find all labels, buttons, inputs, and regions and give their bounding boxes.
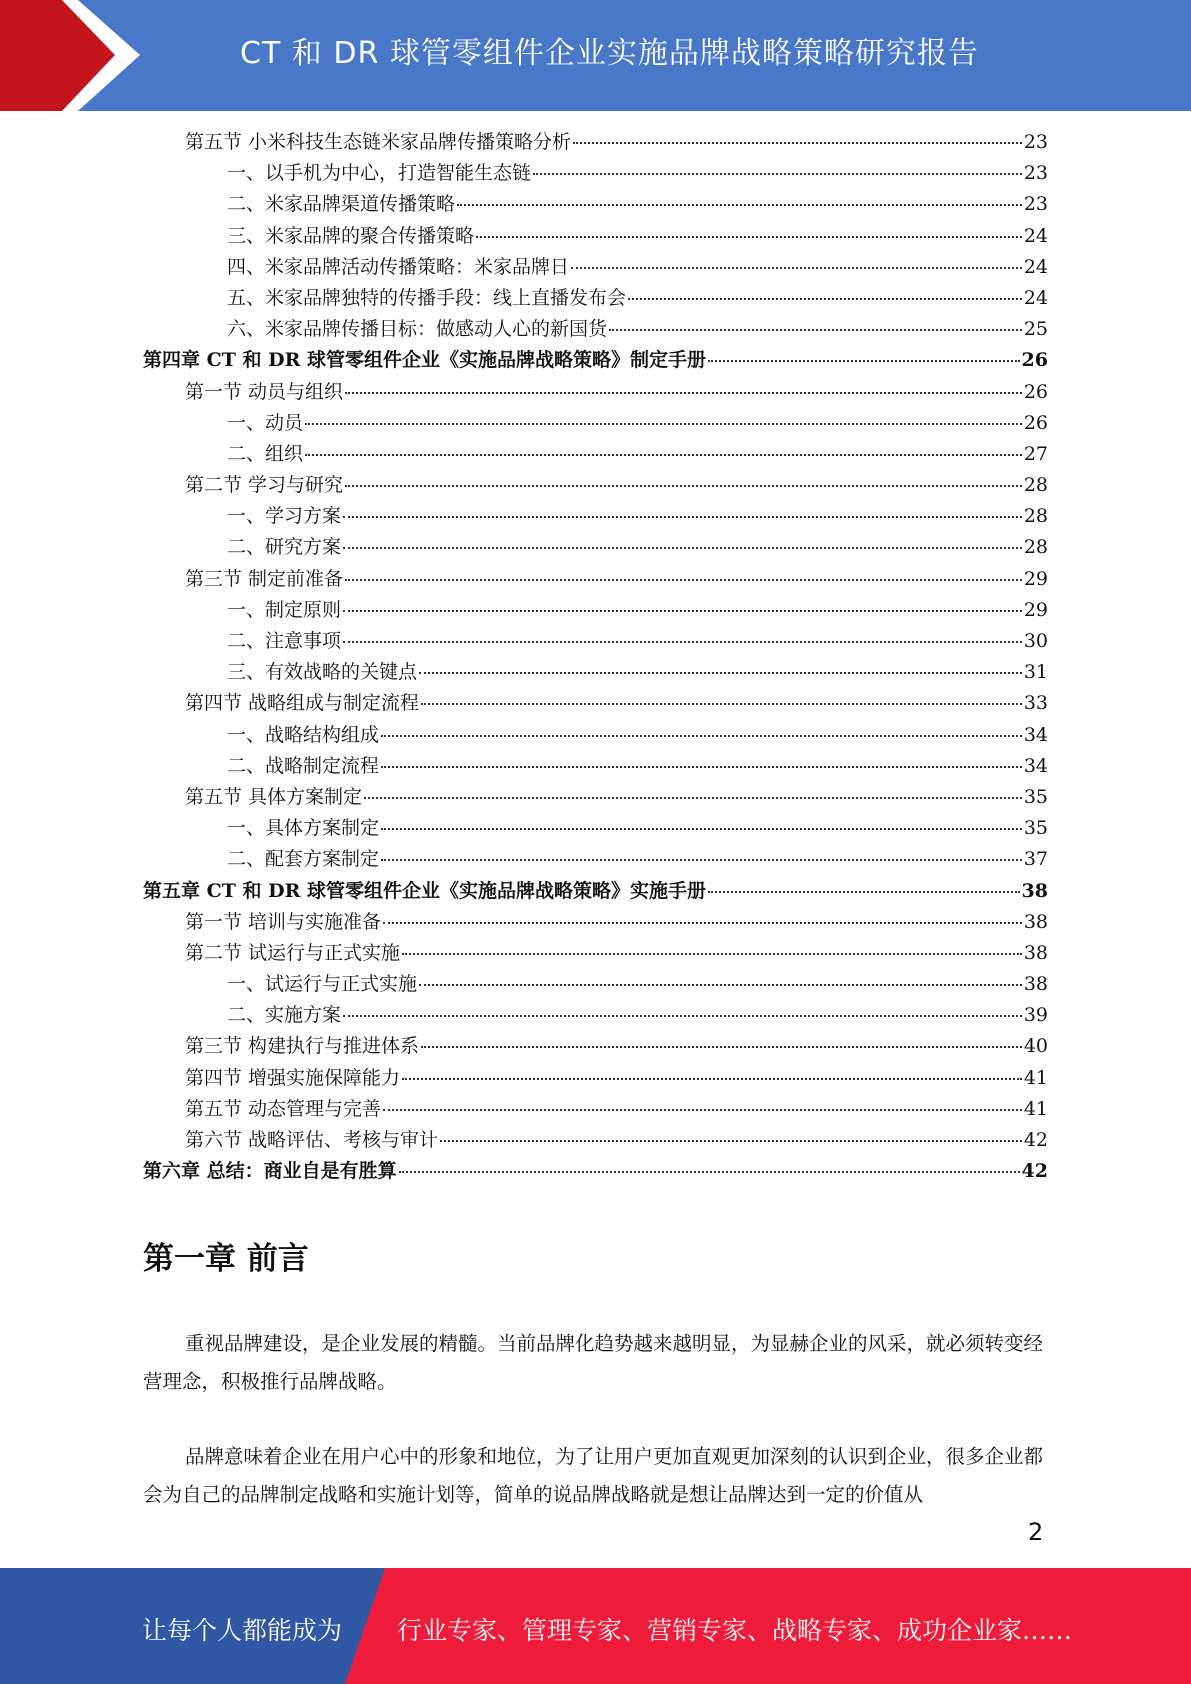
toc-chapter-entry xyxy=(143,1156,1048,1187)
toc-dot-leader xyxy=(609,329,1022,331)
header-arrow-decoration xyxy=(0,0,160,111)
toc-entry-page: 40 xyxy=(1023,1035,1048,1058)
toc-entry-label: 第三节 制定前准备 xyxy=(185,567,344,590)
toc-entry xyxy=(143,1000,1048,1031)
toc-entry-label: 二、实施方案 xyxy=(227,1004,342,1027)
toc-entry-page: 26 xyxy=(1023,411,1048,434)
toc-entry xyxy=(143,657,1048,688)
toc-dot-leader xyxy=(343,1015,1022,1017)
toc-entry-label: 二、配套方案制定 xyxy=(227,848,380,871)
toc-entry-label: 第五节 动态管理与完善 xyxy=(185,1097,382,1120)
toc-entry xyxy=(143,283,1048,314)
toc-entry-page: 37 xyxy=(1023,848,1048,871)
toc-entry-label: 第一节 动员与组织 xyxy=(185,380,344,403)
toc-entry-page: 27 xyxy=(1023,442,1048,465)
toc-entry-page: 42 xyxy=(1021,1160,1048,1183)
toc-entry-page: 28 xyxy=(1023,474,1048,497)
toc-entry xyxy=(143,688,1048,719)
toc-entry xyxy=(143,377,1048,408)
toc-entry-label: 第四节 增强实施保障能力 xyxy=(185,1066,401,1089)
toc-entry-label: 第五章 CT 和 DR 球管零组件企业《实施品牌战略策略》实施手册 xyxy=(143,879,706,902)
body-paragraph-2: 品牌意味着企业在用户心中的形象和地位，为了让用户更加直观更加深刻的认识到企业，很多企业都会为自己的品牌制定战略和实施计划等，简单的说品牌战略就是想让品牌达到一定的价值从 xyxy=(143,1445,1044,1506)
toc-dot-leader xyxy=(708,360,1020,362)
toc-entry-page: 33 xyxy=(1023,692,1048,715)
toc-entry-label: 第四节 战略组成与制定流程 xyxy=(185,692,420,715)
toc-entry-page: 41 xyxy=(1023,1066,1048,1089)
toc-entry-page: 42 xyxy=(1023,1129,1048,1151)
toc-entry-label: 第二节 试运行与正式实施 xyxy=(185,941,401,964)
toc-entry-page: 24 xyxy=(1023,255,1048,278)
toc-entry-page: 26 xyxy=(1021,349,1048,372)
toc-entry-label: 第四章 CT 和 DR 球管零组件企业《实施品牌战略策略》制定手册 xyxy=(143,349,706,372)
toc-entry-label: 一、以手机为中心，打造智能生态链 xyxy=(227,162,532,185)
toc-entry xyxy=(143,751,1048,782)
toc-entry-page: 35 xyxy=(1023,785,1048,808)
toc-entry-page: 41 xyxy=(1023,1097,1048,1120)
toc-entry-label: 第一节 培训与实施准备 xyxy=(185,910,382,933)
toc-entry-page: 25 xyxy=(1023,318,1048,341)
toc-entry-label: 六、米家品牌传播目标：做感动人心的新国货 xyxy=(227,318,608,341)
toc-entry xyxy=(143,969,1048,1000)
toc-entry-page: 38 xyxy=(1023,910,1048,933)
toc-entry xyxy=(143,938,1048,969)
toc-entry-page: 38 xyxy=(1023,973,1048,996)
header-band xyxy=(0,0,1191,111)
toc-entry xyxy=(143,626,1048,657)
toc-entry-label: 一、具体方案制定 xyxy=(227,817,380,840)
page-number: 2 xyxy=(1028,1518,1044,1546)
toc-dot-leader xyxy=(343,641,1022,643)
toc-entry-page: 35 xyxy=(1023,817,1048,840)
toc-entry-label: 二、米家品牌渠道传播策略 xyxy=(227,193,456,216)
toc-dot-leader xyxy=(383,922,1022,924)
toc-dot-leader xyxy=(571,267,1022,269)
toc-entry-label: 第三节 构建执行与推进体系 xyxy=(185,1035,420,1058)
toc-dot-leader xyxy=(708,891,1020,893)
toc-entry-page: 26 xyxy=(1023,380,1048,403)
toc-entry xyxy=(143,1125,1048,1156)
toc-entry-label: 二、研究方案 xyxy=(227,536,342,559)
toc-dot-leader xyxy=(421,703,1022,705)
toc-entry xyxy=(143,595,1048,626)
toc-dot-leader xyxy=(345,579,1022,581)
toc-entry-label: 一、试运行与正式实施 xyxy=(227,973,418,996)
toc-entry-label: 一、战略结构组成 xyxy=(227,723,380,746)
toc-entry-page: 24 xyxy=(1023,224,1048,247)
toc-entry xyxy=(143,127,1048,158)
toc-entry-label: 二、组织 xyxy=(227,442,304,465)
toc-dot-leader xyxy=(440,1140,1022,1142)
toc-dot-leader xyxy=(399,1171,1020,1173)
toc-entry-label: 三、有效战略的关键点 xyxy=(227,661,418,684)
table-of-contents xyxy=(143,127,1048,1187)
toc-entry-page: 28 xyxy=(1023,505,1048,528)
toc-dot-leader xyxy=(381,735,1022,737)
toc-dot-leader xyxy=(419,984,1022,986)
toc-dot-leader xyxy=(402,1078,1022,1080)
toc-entry xyxy=(143,1063,1048,1094)
toc-entry xyxy=(143,439,1048,470)
footer-slogan-left: 让每个人都能成为 xyxy=(142,1616,343,1645)
toc-entry-page: 29 xyxy=(1023,567,1048,590)
toc-entry xyxy=(143,1031,1048,1062)
toc-entry xyxy=(143,470,1048,501)
toc-entry-page: 34 xyxy=(1023,754,1048,777)
toc-dot-leader xyxy=(628,298,1022,300)
toc-entry xyxy=(143,782,1048,813)
chapter-heading: 第一章 前言 xyxy=(143,1241,309,1277)
toc-dot-leader xyxy=(533,173,1022,175)
body-paragraph-1: 重视品牌建设，是企业发展的精髓。当前品牌化趋势越来越明显，为显赫企业的风采，就必须转变经营理念，积极推行品牌战略。 xyxy=(143,1332,1044,1393)
toc-dot-leader xyxy=(381,859,1022,861)
toc-entry-label: 一、学习方案 xyxy=(227,505,342,528)
toc-dot-leader xyxy=(345,485,1022,487)
toc-dot-leader xyxy=(343,610,1022,612)
toc-entry-page: 23 xyxy=(1023,162,1048,185)
toc-entry xyxy=(143,221,1048,252)
toc-entry-page: 39 xyxy=(1023,1004,1048,1027)
toc-entry-label: 一、制定原则 xyxy=(227,598,342,621)
toc-entry xyxy=(143,564,1048,595)
toc-entry xyxy=(143,532,1048,563)
toc-entry-label: 二、注意事项 xyxy=(227,630,342,652)
toc-entry xyxy=(143,813,1048,844)
toc-dot-leader xyxy=(305,454,1022,456)
toc-entry-label: 第五节 具体方案制定 xyxy=(185,785,363,808)
toc-entry-page: 30 xyxy=(1023,630,1048,652)
toc-entry-page: 24 xyxy=(1023,286,1048,309)
toc-entry-page: 34 xyxy=(1023,723,1048,746)
toc-chapter-entry xyxy=(143,876,1048,907)
toc-entry-page: 28 xyxy=(1023,536,1048,559)
toc-dot-leader xyxy=(419,672,1022,674)
toc-dot-leader xyxy=(345,392,1022,394)
toc-entry xyxy=(143,408,1048,439)
toc-entry xyxy=(143,844,1048,875)
toc-entry-page: 38 xyxy=(1021,879,1048,902)
toc-entry xyxy=(143,1094,1048,1125)
report-title: CT 和 DR 球管零组件企业实施品牌战略策略研究报告 xyxy=(240,36,979,71)
toc-entry xyxy=(143,907,1048,938)
toc-entry xyxy=(143,314,1048,345)
toc-entry xyxy=(143,720,1048,751)
footer-slogan-right: 行业专家、管理专家、营销专家、战略专家、成功企业家…… xyxy=(397,1616,1073,1645)
toc-chapter-entry xyxy=(143,345,1048,376)
toc-entry-page: 29 xyxy=(1023,598,1048,621)
toc-entry xyxy=(143,501,1048,532)
toc-entry-label: 第六节 战略评估、考核与审计 xyxy=(185,1129,439,1151)
toc-entry-label: 五、米家品牌独特的传播手段：线上直播发布会 xyxy=(227,286,627,309)
toc-dot-leader xyxy=(381,828,1022,830)
toc-entry-label: 四、米家品牌活动传播策略：米家品牌日 xyxy=(227,255,570,278)
toc-entry-label: 第五节 小米科技生态链米家品牌传播策略分析 xyxy=(185,131,572,153)
toc-dot-leader xyxy=(476,236,1022,238)
toc-entry-label: 一、动员 xyxy=(227,411,304,434)
toc-dot-leader xyxy=(457,204,1022,206)
toc-dot-leader xyxy=(402,953,1022,955)
toc-entry-page: 38 xyxy=(1023,941,1048,964)
toc-entry-label: 第二节 学习与研究 xyxy=(185,474,344,497)
toc-entry-label: 第六章 总结：商业自是有胜算 xyxy=(143,1160,397,1183)
toc-dot-leader xyxy=(305,423,1022,425)
toc-dot-leader xyxy=(421,1046,1022,1048)
toc-entry-label: 二、战略制定流程 xyxy=(227,754,380,777)
toc-entry-page: 23 xyxy=(1023,193,1048,216)
toc-entry xyxy=(143,189,1048,220)
toc-entry-page: 31 xyxy=(1023,661,1048,684)
toc-entry-label: 三、米家品牌的聚合传播策略 xyxy=(227,224,475,247)
toc-dot-leader xyxy=(573,142,1022,144)
toc-entry-page: 23 xyxy=(1023,131,1048,153)
toc-dot-leader xyxy=(343,516,1022,518)
toc-dot-leader xyxy=(381,766,1022,768)
toc-entry xyxy=(143,252,1048,283)
toc-dot-leader xyxy=(364,797,1022,799)
toc-entry xyxy=(143,158,1048,189)
toc-dot-leader xyxy=(343,547,1022,549)
toc-dot-leader xyxy=(383,1109,1022,1111)
